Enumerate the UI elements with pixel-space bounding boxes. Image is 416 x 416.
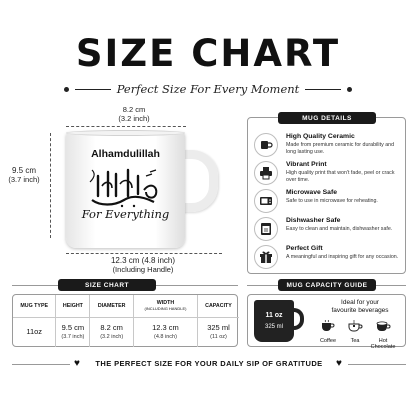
dot-right [347, 87, 352, 92]
capacity-guide-header: MUG CAPACITY GUIDE [278, 279, 376, 291]
cell-diameter: 8.2 cm (3.2 inch) [90, 317, 134, 347]
size-chart-rule-left [12, 285, 58, 286]
cell-width: 12.3 cm (4.8 inch) [133, 317, 197, 347]
subtitle: Perfect Size For Every Moment [116, 82, 300, 96]
col-diameter: DIAMETER [90, 295, 134, 317]
dishwasher-icon [254, 217, 278, 241]
hot-chocolate-icon [375, 320, 391, 332]
feature-print: Vibrant Print High quality print that won't fade, peel or crack over time. [254, 161, 404, 187]
capacity-ideal-text: Ideal for your favourite beverages [331, 299, 389, 314]
mug-length-label: 12.3 cm (4.8 inch) (Including Handle) [110, 256, 176, 274]
subtitle-line-left [75, 89, 111, 90]
footer-rule-left [12, 364, 70, 365]
col-height: HEIGHT [56, 295, 90, 317]
feature-gift: Perfect Gift A meaningful and inspiring gift for any occasion. [254, 245, 404, 271]
footer-rule-right [348, 364, 406, 365]
page-title: SIZE CHART [75, 32, 341, 75]
mug-width-label: 8.2 cm (3.2 inch) [118, 105, 150, 123]
beverage-coffee: Coffee [313, 319, 343, 344]
size-chart-header: SIZE CHART [58, 279, 156, 291]
capacity-rule-right [376, 285, 406, 286]
beverage-hot-chocolate: Hot Chocolate [368, 319, 398, 350]
heart-icon-left: ♥ [74, 358, 80, 369]
cell-height: 9.5 cm (3.7 inch) [56, 317, 90, 347]
capacity-ml: 325 ml [264, 324, 283, 330]
table-header-row [13, 295, 239, 317]
subtitle-line-right [305, 89, 341, 90]
feature-ceramic: High Quality Ceramic Made from premium ceramic for durability and long lasting use. [254, 133, 404, 159]
capacity-oz: 11 oz [265, 312, 283, 319]
height-dimension-line [50, 133, 51, 238]
heart-icon-right: ♥ [336, 358, 342, 369]
col-capacity: CAPACITY [197, 295, 239, 317]
arabic-calligraphy-icon [86, 166, 164, 210]
mug-print-top: Alhamdulillah [91, 148, 160, 160]
footer-tagline: THE PERFECT SIZE FOR YOUR DAILY SIP OF GRATITUDE [95, 359, 323, 368]
col-width: WIDTH (INCLUDING HANDLE) [133, 295, 197, 317]
printer-icon [254, 161, 278, 185]
feature-dishwasher: Dishwasher Safe Easy to clean and maintain, dishwasher safe. [254, 217, 404, 243]
feature-microwave: Microwave Safe Safe to use in microwave for reheating. [254, 189, 404, 215]
col-mug-type: MUG TYPE [13, 295, 56, 317]
capacity-mug-icon [254, 300, 294, 342]
tea-icon [347, 320, 363, 332]
mug-icon [254, 133, 278, 157]
microwave-icon [254, 189, 278, 213]
dot-left [64, 87, 69, 92]
length-dimension-line [66, 253, 222, 254]
mug-details-header: MUG DETAILS [278, 112, 376, 124]
cell-capacity: 325 ml (11 oz) [207, 322, 230, 340]
gift-icon [254, 245, 278, 269]
mug-height-label: 9.5 cm (3.7 inch) [8, 166, 40, 184]
cell-mug-type: 11oz [13, 317, 56, 347]
size-table [13, 295, 239, 347]
size-chart-rule-right [156, 285, 238, 286]
mug-rim [66, 130, 185, 136]
size-chart-table [12, 294, 238, 347]
coffee-icon [320, 320, 336, 332]
mug-print-bottom: For Everything [81, 207, 170, 221]
subtitle-row [64, 80, 352, 98]
width-dimension-line [66, 126, 186, 127]
capacity-rule-left [247, 285, 278, 286]
table-row [13, 317, 239, 347]
beverage-tea: Tea [340, 319, 370, 344]
